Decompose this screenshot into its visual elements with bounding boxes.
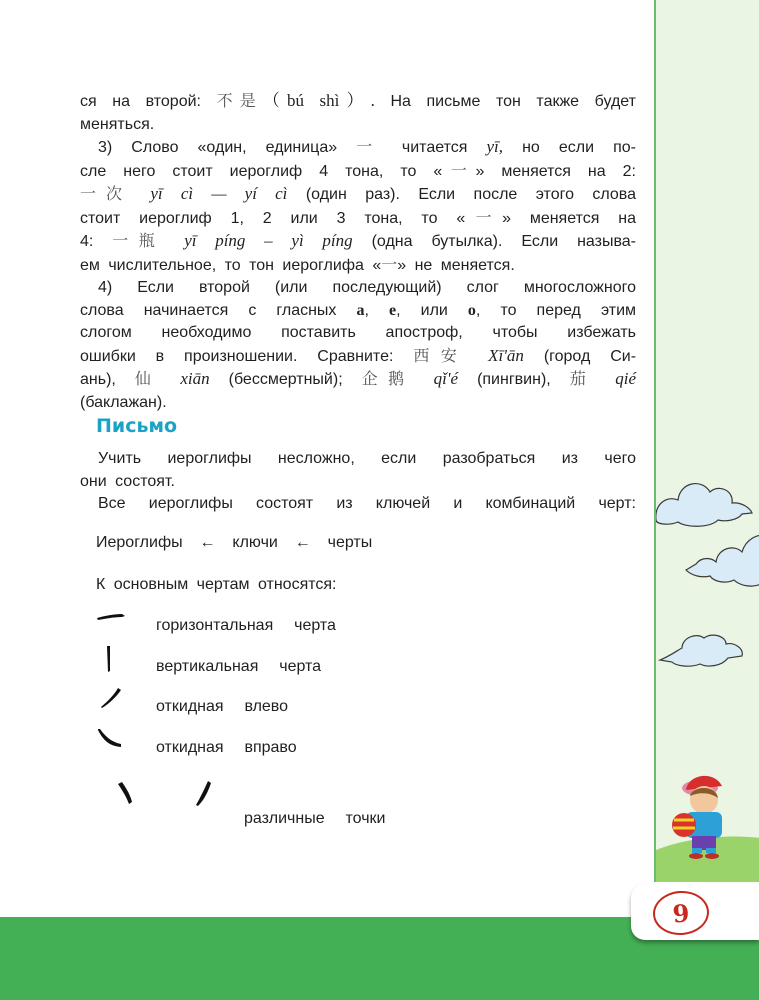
stroke-label-vertical: вертикальная черта <box>156 658 322 675</box>
side-decoration-panel <box>654 0 759 882</box>
stroke-label-right-falling: откидная вправо <box>156 739 297 756</box>
cloud-icon <box>660 635 742 666</box>
rule3-line5: 4: 一瓶 yī píng – yì píng (одна бутылка). Если называ- <box>80 231 636 250</box>
dot-strokes-icon <box>116 780 216 808</box>
horizontal-stroke-icon <box>96 610 128 624</box>
rule4-line5: ань), 仙 xiān (бессмертный); 企鹅 qǐ'é (пингвин), 茄 qié <box>80 369 636 388</box>
rule3-line4: стоит иероглиф 1, 2 или 3 тона, то «一» меняется на <box>80 207 636 227</box>
stroke-label-dots: различные точки <box>244 810 386 827</box>
section-intro <box>80 448 636 516</box>
rule4-line1: 4) Если второй (или последующий) слог многосложного <box>98 279 636 296</box>
clouds-illustration <box>656 0 759 882</box>
left-falling-stroke-icon <box>100 687 122 709</box>
intro-line2: они состоят. <box>80 472 175 490</box>
rule3-line6: ем числительное, то тон иероглифа «一» не меняется. <box>80 254 515 274</box>
rule4-line4: ошибки в произношении. Сравните: 西安 Xī'ān (город Си- <box>80 345 637 365</box>
stroke-label-horizontal: горизонтальная черта <box>156 617 336 634</box>
rule3-line2: сле него стоит иероглиф 4 тона, то «一» меняется на 2: <box>80 160 637 180</box>
tone-rules-text <box>80 90 636 414</box>
stroke-label-left-falling: откидная влево <box>156 698 289 715</box>
vertical-stroke-icon <box>104 645 114 673</box>
rule4-line6: (баклажан). <box>80 393 167 411</box>
page-number: 9 <box>652 889 711 937</box>
basic-strokes-intro: К основным чертам относятся: <box>96 576 337 593</box>
rule4-line3: слогом необходимо поставить апостроф, чтобы избежать <box>80 324 636 341</box>
page-number-tab <box>631 884 759 940</box>
cloud-icon <box>656 484 752 527</box>
section-heading: Письмо <box>96 415 178 437</box>
composition-chain: Иероглифы ← ключи ← черты <box>96 534 373 551</box>
intro-line3: Все иероглифы состоят из ключей и комбинаций черт: <box>98 495 636 512</box>
rule3-line1: 3) Слово «один, единица» 一 читается yī, но если по- <box>98 137 636 156</box>
para1-line1: ся на второй: 不是（bú shì）. На письме тон также будет <box>80 91 636 110</box>
para1-line2: меняться. <box>80 115 155 133</box>
rule3-line3: 一次 yī cì — yí cì (один раз). Если после этого слова <box>80 184 637 203</box>
right-falling-stroke-icon <box>97 728 123 750</box>
cloud-icon <box>686 536 759 587</box>
rule4-line2: слова начинается с гласных a, e, или o, то перед этим <box>80 301 637 319</box>
intro-line1: Учить иероглифы несложно, если разобраться из чего <box>98 450 636 467</box>
